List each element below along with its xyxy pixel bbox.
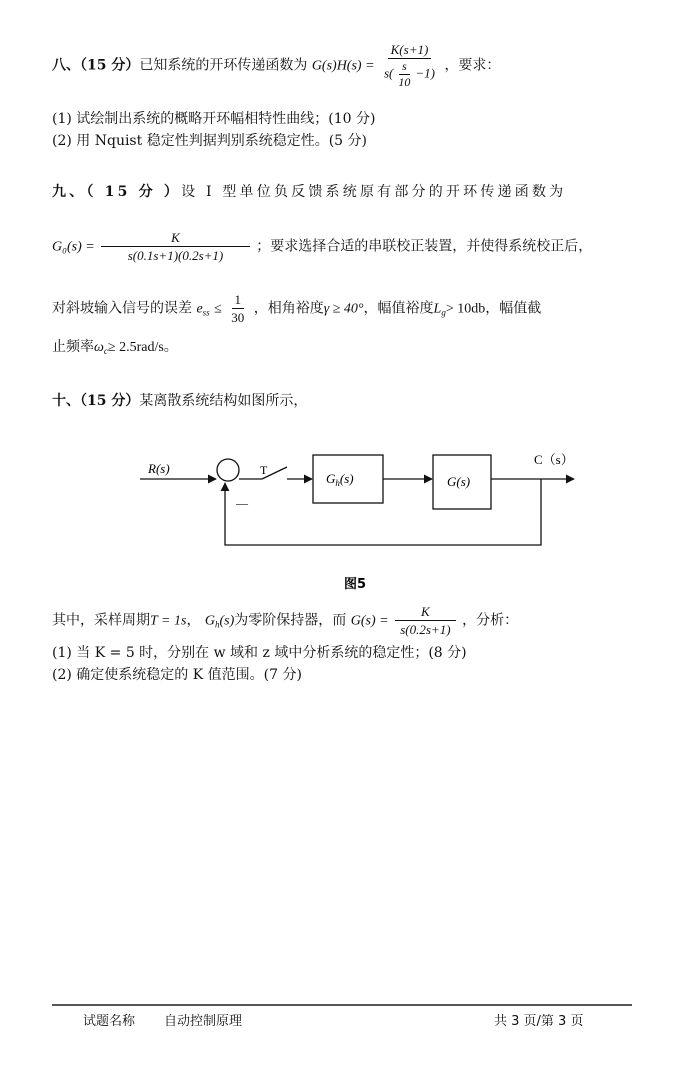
summing-junction: [217, 459, 239, 481]
q9-line3-post: ，幅值截: [485, 300, 542, 317]
q9-heading: 九、（ 15 分 ）: [52, 184, 182, 200]
q8-numerator: K(s+1): [388, 42, 432, 59]
q9-denominator: s(0.1s+1)(0.2s+1): [127, 248, 224, 263]
footer-label: 试题名称: [83, 1014, 136, 1029]
feedback-minus-sign: —: [236, 496, 248, 510]
q9-wc-sub: c: [103, 346, 108, 356]
q10-gs-num: K: [395, 604, 456, 621]
q9-intro: 设 Ⅰ 型单位负反馈系统原有部分的开环传递函数为: [181, 184, 567, 200]
q10-analyze: ，分析：: [462, 612, 519, 629]
q10-gs-den: s(0.2s+1): [400, 622, 451, 637]
q9-line2-text: ；要求选择合适的串联校正装置，并使得系统校正后，: [256, 238, 593, 255]
q10-conditions: [52, 604, 518, 637]
q8-item-1: (1) 试绘制出系统的概略开环幅相特性曲线；(10 分): [52, 111, 376, 127]
q9-numerator: K: [101, 230, 250, 247]
q9-lg-sub: g: [441, 307, 446, 318]
q10-gh-sub: h: [215, 619, 220, 630]
q9-error-label: 对斜坡输入信号的误差: [52, 300, 192, 317]
footer-rule: [52, 1004, 632, 1006]
q9-lhs: G₀(s) =: [52, 239, 95, 255]
q10-heading: 十、（15 分）: [52, 393, 140, 409]
q10-gh-arg: (s): [219, 613, 235, 629]
gh-block-label: $G_h(s)$: [326, 471, 354, 488]
q10-period-label: 其中，采样周期: [52, 612, 150, 629]
q10-zoh-text: 为零阶保持器，而: [234, 612, 347, 629]
q9-gain-label: ，幅值裕度: [363, 300, 434, 317]
q9-phase-label: ，相角裕度: [253, 300, 324, 317]
q8-den-post: −1): [415, 65, 435, 81]
plant-block-label: G(s): [447, 474, 471, 489]
q9-leq: ≤: [214, 301, 222, 317]
q9-gamma: γ ≥ 40°: [323, 301, 364, 317]
q8-intro: 已知系统的开环传递函数为: [139, 57, 308, 74]
q8-lhs: G(s)H(s) =: [311, 58, 375, 74]
q10-gs-fraction: [395, 604, 456, 637]
q8-item-2: (2) 用 Nquist 稳定性判据判别系统稳定性。(5 分): [52, 133, 367, 149]
q8-suffix: ，要求：: [444, 57, 501, 74]
q9-ess: e: [196, 301, 203, 317]
q10-item-1: (1) 当 K = 5 时，分别在 w 域和 z 域中分析系统的稳定性；(8 分): [52, 645, 467, 661]
q9-wc-rest: ≥ 2.5rad/s: [107, 340, 164, 355]
input-label: R(s): [148, 461, 170, 476]
output-label: C（s）: [534, 452, 574, 467]
q8-heading: 八、（15 分）: [52, 57, 140, 74]
q9-crossover-label: 止频率: [52, 339, 94, 355]
figure-caption: 图5: [344, 577, 367, 592]
q9-lg-rest: > 10db: [445, 301, 486, 317]
q9-wc: ω: [94, 340, 104, 355]
q9-lg: L: [433, 301, 442, 317]
q10-comma: ，: [186, 612, 201, 629]
q9-line4-post: 。: [163, 339, 178, 355]
q9-ess-sub: ss: [202, 307, 210, 318]
q9-error-num: 1: [232, 292, 245, 309]
q9-error-den: 30: [231, 310, 245, 325]
q10-gs-lhs: G(s) =: [350, 613, 389, 629]
q10-period: T = 1s: [150, 613, 187, 629]
q8-inner-den: 10: [398, 75, 411, 89]
switch-label: T: [260, 463, 268, 477]
footer-pages: 共 3 页/第 3 页: [494, 1014, 584, 1029]
q10-gh: G: [204, 613, 216, 629]
footer-course: 自动控制原理: [164, 1014, 243, 1029]
q10-intro: 某离散系统结构如图所示，: [139, 393, 308, 409]
q8-inner-num: s: [399, 60, 410, 75]
q10-item-2: (2) 确定使系统稳定的 K 值范围。(7 分): [52, 667, 302, 683]
q8-den-pre: s(: [383, 65, 394, 81]
